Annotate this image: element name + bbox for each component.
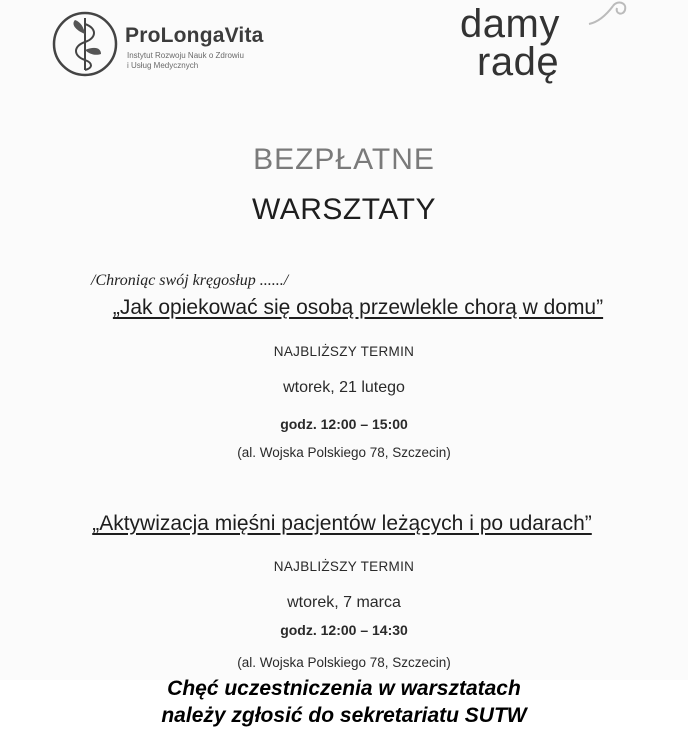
campaign-line2: radę xyxy=(477,40,560,84)
org-subtitle-line1: Instytut Rozwoju Nauk o Zdrowiu xyxy=(127,51,244,60)
workshop-2-address: (al. Wojska Polskiego 78, Szczecin) xyxy=(237,655,451,670)
caduceus-logo-icon xyxy=(51,10,119,78)
campaign-line1: damy xyxy=(460,2,560,46)
prolongavita-logo xyxy=(51,8,296,80)
workshop-2-hours: godz. 12:00 – 14:30 xyxy=(280,622,408,638)
cta-line-2: należy zgłosić do sekretariatu SUTW xyxy=(161,704,527,727)
workshop-1-title xyxy=(14,296,688,320)
heading-workshops: WARSZTATY xyxy=(252,193,436,226)
workshop-1-hours: godz. 12:00 – 15:00 xyxy=(280,416,408,432)
org-subtitle-line2: i Usług Medycznych xyxy=(127,61,199,70)
damy-rade-logo xyxy=(455,0,645,82)
workshop-1-date: wtorek, 21 lutego xyxy=(283,379,405,396)
workshop-2-title xyxy=(0,512,686,536)
workshop-2-title-text: „Aktywizacja mięśni pacjentów leżących i po udarach” xyxy=(92,512,592,535)
series-subtitle: /Chroniąc swój kręgosłup ....../ xyxy=(91,272,289,289)
workshop-2-date: wtorek, 7 marca xyxy=(287,594,401,611)
workshop-1-address: (al. Wojska Polskiego 78, Szczecin) xyxy=(237,445,451,460)
workshop-1-next-label: NAJBLIŻSZY TERMIN xyxy=(273,344,415,359)
workshop-1-title-text: „Jak opiekować się osobą przewlekle chorą w domu” xyxy=(112,296,604,319)
heading-free: BEZPŁATNE xyxy=(253,143,435,176)
swirl-logo-icon xyxy=(585,0,635,28)
org-name: ProLongaVita xyxy=(125,24,264,47)
org-subtitle xyxy=(127,51,297,71)
workshop-2-next-label: NAJBLIŻSZY TERMIN xyxy=(273,559,415,574)
cta-line-1: Chęć uczestniczenia w warsztatach xyxy=(167,677,521,700)
